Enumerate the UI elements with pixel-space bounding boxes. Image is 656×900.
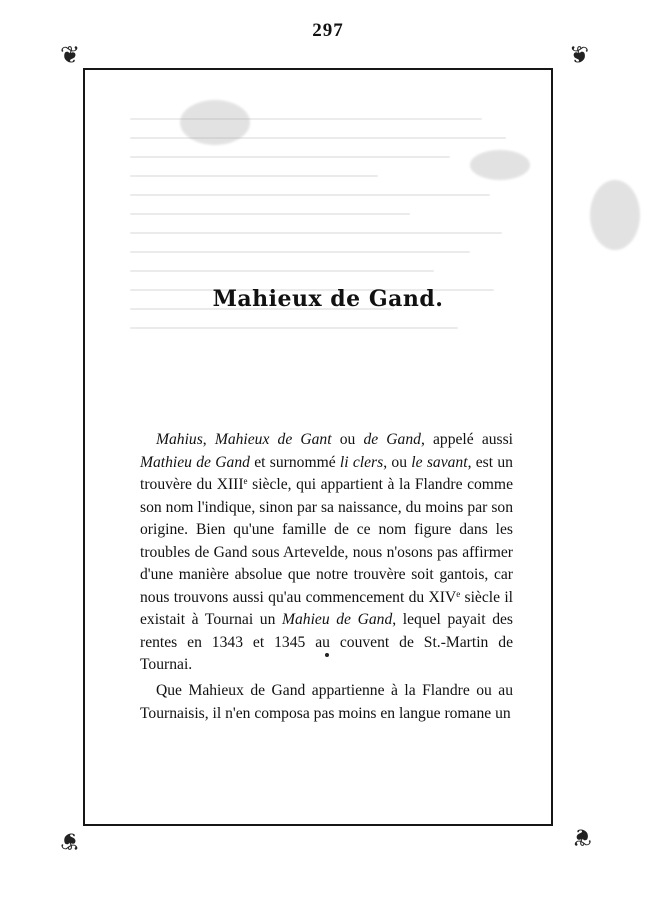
chapter-title: Mahieux de Gand. <box>212 286 444 312</box>
paper-stain <box>590 180 640 250</box>
text-run: et surnommé <box>249 453 340 471</box>
paragraph-biography <box>140 429 513 677</box>
name-variant: de Gand <box>363 431 421 448</box>
superscript: e <box>243 476 248 486</box>
fleuron-icon: ❦ <box>59 827 81 855</box>
page-number: 297 <box>312 20 344 41</box>
text-run: , appelé aussi <box>420 431 514 448</box>
name-variant: Mahius <box>156 431 203 448</box>
paragraph-continuation: Que Mahieux de Gand appartienne à la Flandre ou au Tournaisis, il n'en composa pas moins en langue romane un <box>140 682 513 722</box>
nickname: li clers <box>339 453 384 471</box>
text-run: , <box>202 431 215 448</box>
nickname: le savant <box>411 453 468 471</box>
name-variant: Mahieux de Gant <box>214 431 332 448</box>
fleuron-icon: ❦ <box>568 41 590 69</box>
name-variant: Mahieu de Gand <box>282 611 393 628</box>
name-variant: Mathieu de Gand <box>140 453 250 471</box>
text-run: siècle, qui appartient à la Flandre comme son nom l'indique, sinon par sa naissance, du moins par son origine. Bien qu'une famille de ce nom figure dans les troubles de Gand sous Artevelde, nous n'osons pas affirmer d'une manière absolue que notre trouvère soit gantois, car nous trouvons aussi qu'au commencement du XIV <box>140 476 513 606</box>
fleuron-icon: ❦ <box>571 823 593 851</box>
text-run: , est un trouvère du XIII <box>140 453 513 493</box>
text-run: , ou <box>383 453 412 471</box>
text-run: siècle il existait à Tournai un <box>140 588 513 628</box>
text-run: , lequel payait des rentes en 1343 et 1345 au couvent de St.-Martin de Tournai. <box>140 611 513 673</box>
ink-dot <box>325 653 329 657</box>
superscript: e <box>456 588 461 599</box>
text-run: ou <box>331 431 364 448</box>
fleuron-icon: ❦ <box>59 41 81 69</box>
